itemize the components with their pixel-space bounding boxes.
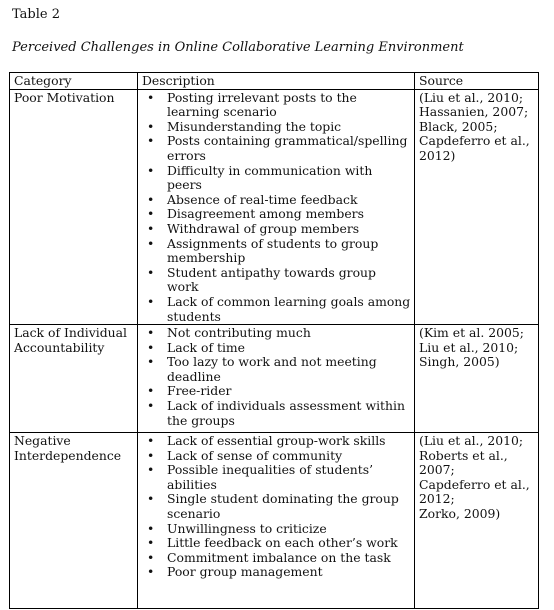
description-list [142,434,411,580]
challenges-table [9,72,539,609]
header-description: Description [138,73,415,90]
category-cell: Poor Motivation [10,89,138,325]
list-item: • Assignments of students to group membership [142,237,411,266]
source-line: 2012; [419,491,455,507]
list-item: • Student antipathy towards group work [142,266,411,295]
list-item: • Lack of individuals assessment within the groups [142,399,411,428]
source-line: Hassanien, 2007; [419,104,529,120]
table-row [10,433,539,609]
list-item: • Lack of sense of community [142,449,411,464]
description-cell [138,325,415,433]
source-line: (Liu et al., 2010; [419,433,524,449]
list-item: • Little feedback on each other’s work [142,536,411,551]
list-item: • Withdrawal of group members [142,222,411,237]
list-item: • Possible inequalities of students’ abilities [142,463,411,492]
list-item: • Lack of essential group-work skills [142,434,411,449]
source-cell [415,325,539,433]
list-item: • Difficulty in communication with peers [142,164,411,193]
list-item: • Absence of real-time feedback [142,193,411,208]
description-list [142,326,411,428]
list-item: • Free-rider [142,384,411,399]
list-item: • Lack of common learning goals among students [142,295,411,324]
source-line: (Kim et al. 2005; [419,325,524,341]
source-cell [415,433,539,609]
list-item: • Not contributing much [142,326,411,341]
list-item: • Commitment imbalance on the task [142,551,411,566]
source-line: 2007; [419,462,455,478]
source-cell [415,89,539,325]
table-title: Perceived Challenges in Online Collaborative Learning Environment [12,40,464,55]
category-cell: Negative Interdependence [10,433,138,609]
list-item: • Misunderstanding the topic [142,120,411,135]
list-item: • Posting irrelevant posts to the learning scenario [142,91,411,120]
source-line: Capdeferro et al., [419,476,530,492]
description-cell [138,433,415,609]
list-item: • Too lazy to work and not meeting deadline [142,355,411,384]
source-line: Roberts et al., [419,447,508,463]
category-cell: Lack of Individual Accountability [10,325,138,433]
header-category: Category [10,73,138,90]
list-item: • Lack of time [142,341,411,356]
table-row [10,89,539,325]
header-source: Source [415,73,539,90]
source-line: Singh, 2005) [419,354,500,370]
source-line: Black, 2005; [419,118,498,134]
list-item: • Unwillingness to criticize [142,522,411,537]
description-cell [138,89,415,325]
source-line: Zorko, 2009) [419,506,501,522]
source-line: Capdeferro et al., [419,133,530,149]
source-line: (Liu et al., 2010; [419,89,524,105]
table-label: Table 2 [12,7,60,22]
list-item: • Disagreement among members [142,207,411,222]
header-row [10,73,539,90]
table-row [10,325,539,433]
source-line: 2012) [419,147,456,163]
source-line: Liu et al., 2010; [419,339,519,355]
list-item: • Poor group management [142,565,411,580]
description-list [142,91,411,325]
list-item: • Single student dominating the group scenario [142,492,411,521]
list-item: • Posts containing grammatical/spelling errors [142,134,411,163]
